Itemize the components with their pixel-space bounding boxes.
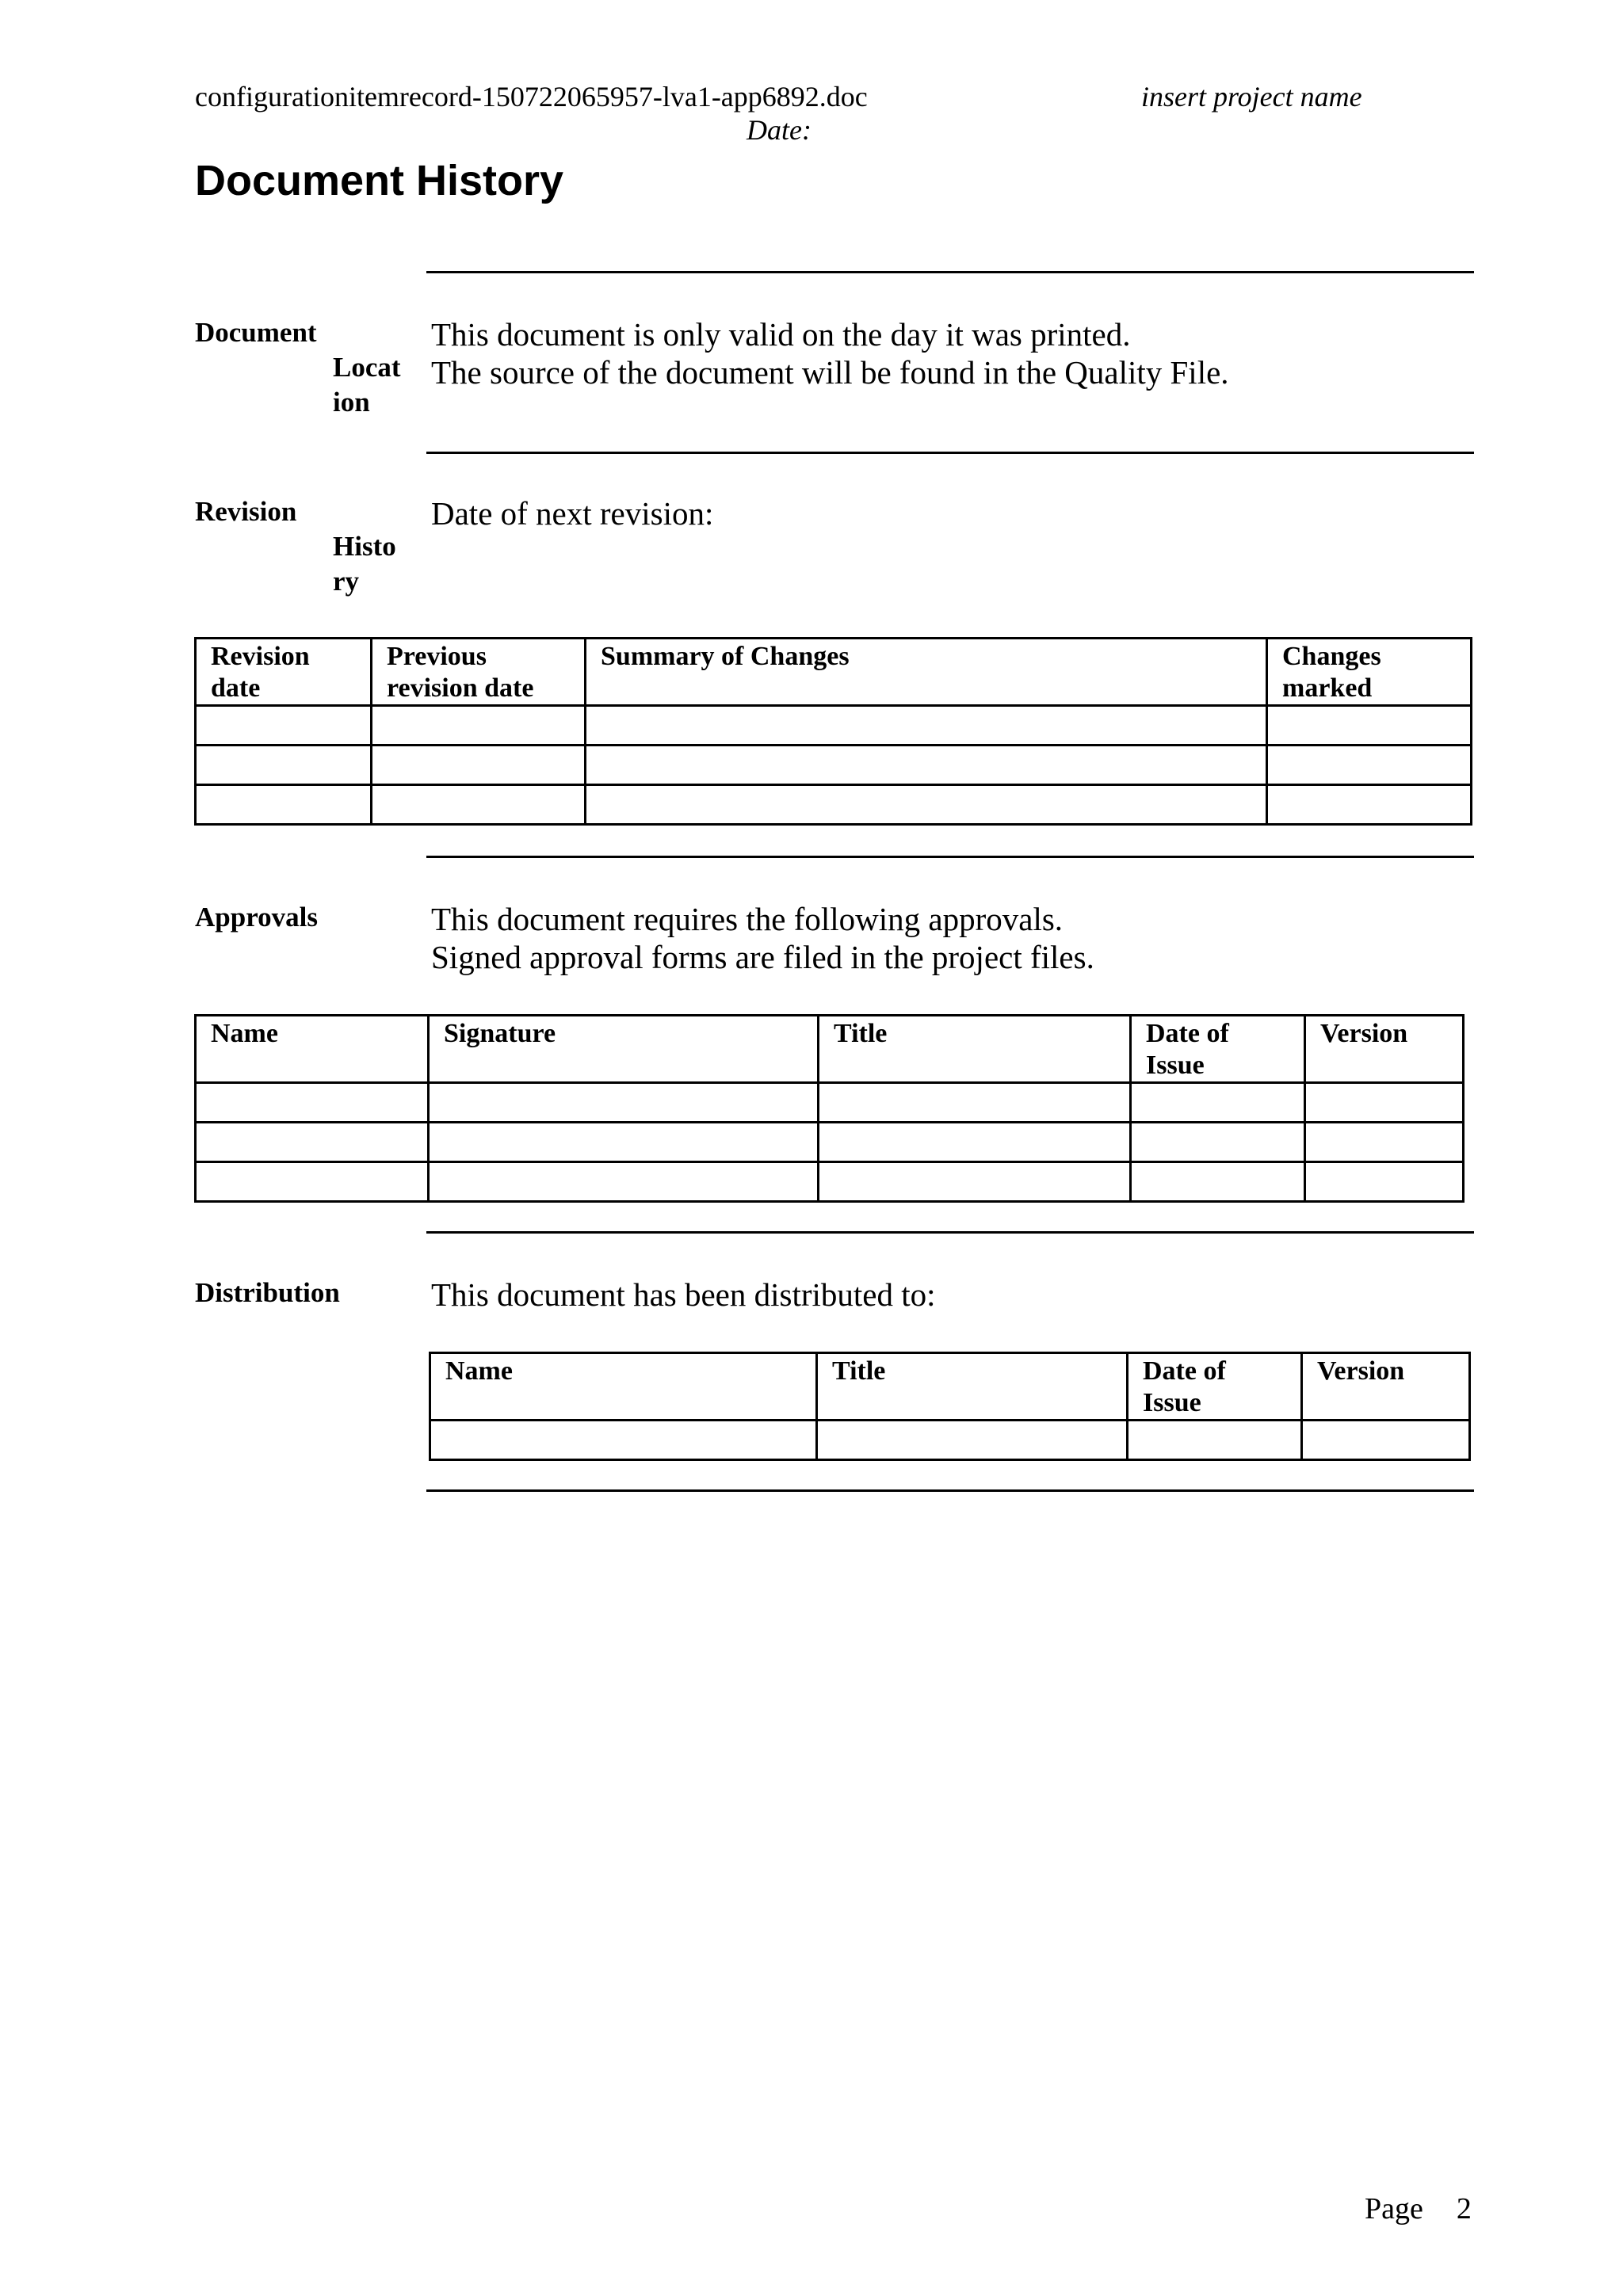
approvals-table bbox=[194, 1014, 1465, 1203]
approvals-text-1: This document requires the following approvals. bbox=[431, 901, 1064, 937]
header-project-name: insert project name bbox=[1141, 81, 1362, 113]
table-row bbox=[196, 785, 1472, 825]
header-date-label: Date: bbox=[747, 114, 812, 146]
table-cell[interactable] bbox=[1267, 785, 1472, 825]
section-divider bbox=[426, 856, 1474, 858]
table-cell[interactable] bbox=[429, 1083, 819, 1123]
table-row bbox=[196, 1162, 1464, 1202]
table-header-row bbox=[196, 639, 1472, 706]
column-header: Summary of Changes bbox=[586, 639, 1267, 706]
table-header-row bbox=[196, 1016, 1464, 1083]
section-divider bbox=[426, 1231, 1474, 1234]
table-cell[interactable] bbox=[196, 1083, 429, 1123]
distribution-table bbox=[429, 1352, 1471, 1461]
page-number bbox=[1365, 2191, 1472, 2226]
table-cell[interactable] bbox=[586, 706, 1267, 746]
table-cell[interactable] bbox=[1131, 1083, 1305, 1123]
table-cell[interactable] bbox=[1305, 1123, 1464, 1162]
document-location-label: Document bbox=[195, 317, 317, 348]
column-header: Name bbox=[430, 1353, 817, 1421]
distribution-text: This document has been distributed to: bbox=[431, 1276, 936, 1313]
table-row bbox=[196, 1123, 1464, 1162]
table-cell[interactable] bbox=[196, 706, 372, 746]
column-header: Signature bbox=[429, 1016, 819, 1083]
section-divider bbox=[426, 271, 1474, 273]
table-cell[interactable] bbox=[819, 1162, 1131, 1202]
table-row bbox=[196, 1083, 1464, 1123]
revision-history-label: Revision bbox=[195, 496, 297, 527]
table-cell[interactable] bbox=[196, 1162, 429, 1202]
column-header: Revision date bbox=[196, 639, 372, 706]
revision-history-label-cont: History bbox=[333, 531, 396, 597]
table-cell[interactable] bbox=[429, 1123, 819, 1162]
approvals-text-2: Signed approval forms are filed in the project files. bbox=[431, 939, 1094, 975]
column-header: Title bbox=[819, 1016, 1131, 1083]
page-number-value: 2 bbox=[1456, 2192, 1472, 2225]
table-cell[interactable] bbox=[196, 785, 372, 825]
table-cell[interactable] bbox=[1267, 746, 1472, 785]
table-header-row bbox=[430, 1353, 1470, 1421]
table-cell[interactable] bbox=[586, 785, 1267, 825]
page-title: Document History bbox=[195, 157, 564, 204]
table-cell[interactable] bbox=[817, 1421, 1128, 1460]
table-cell[interactable] bbox=[819, 1123, 1131, 1162]
page-label: Page bbox=[1365, 2192, 1423, 2225]
table-cell[interactable] bbox=[196, 1123, 429, 1162]
table-cell[interactable] bbox=[1302, 1421, 1470, 1460]
table-cell[interactable] bbox=[1128, 1421, 1302, 1460]
table-row bbox=[430, 1421, 1470, 1460]
column-header: Name bbox=[196, 1016, 429, 1083]
table-cell[interactable] bbox=[430, 1421, 817, 1460]
table-cell[interactable] bbox=[372, 785, 586, 825]
column-header: Version bbox=[1302, 1353, 1470, 1421]
revision-history-table bbox=[194, 637, 1472, 826]
section-divider bbox=[426, 1489, 1474, 1492]
column-header: Date of Issue bbox=[1128, 1353, 1302, 1421]
table-cell[interactable] bbox=[1305, 1162, 1464, 1202]
column-header: Version bbox=[1305, 1016, 1464, 1083]
table-cell[interactable] bbox=[372, 746, 586, 785]
column-header: Date of Issue bbox=[1131, 1016, 1305, 1083]
next-revision-date: Date of next revision: bbox=[431, 495, 714, 532]
approvals-label: Approvals bbox=[195, 902, 318, 933]
document-location-text-2: The source of the document will be found in the Quality File. bbox=[431, 354, 1229, 391]
table-cell[interactable] bbox=[429, 1162, 819, 1202]
column-header: Previous revision date bbox=[372, 639, 586, 706]
column-header: Changes marked bbox=[1267, 639, 1472, 706]
table-cell[interactable] bbox=[1131, 1123, 1305, 1162]
section-divider bbox=[426, 452, 1474, 454]
table-cell[interactable] bbox=[196, 746, 372, 785]
distribution-label: Distribution bbox=[195, 1277, 340, 1308]
table-cell[interactable] bbox=[1131, 1162, 1305, 1202]
table-row bbox=[196, 746, 1472, 785]
table-cell[interactable] bbox=[1267, 706, 1472, 746]
column-header: Title bbox=[817, 1353, 1128, 1421]
table-cell[interactable] bbox=[372, 706, 586, 746]
table-row bbox=[196, 706, 1472, 746]
table-cell[interactable] bbox=[586, 746, 1267, 785]
header-filename: configurationitemrecord-150722065957-lva1-app6892.doc bbox=[195, 81, 868, 113]
table-cell[interactable] bbox=[1305, 1083, 1464, 1123]
document-location-text-1: This document is only valid on the day it was printed. bbox=[431, 316, 1131, 353]
document-location-label-cont: Location bbox=[333, 352, 401, 418]
table-cell[interactable] bbox=[819, 1083, 1131, 1123]
